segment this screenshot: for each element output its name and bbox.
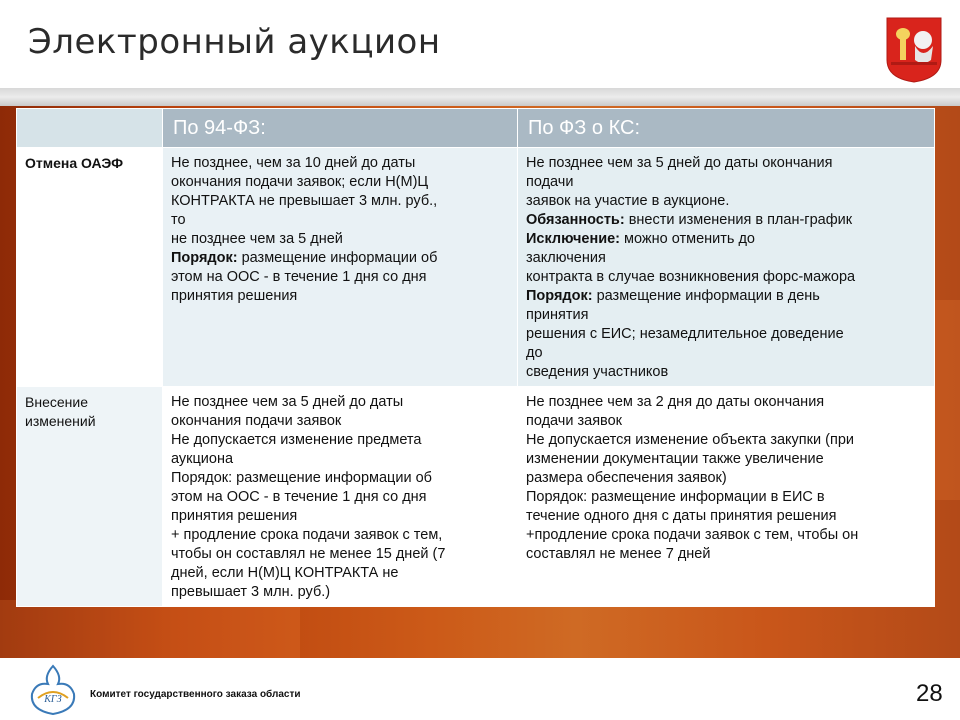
page-number: 28 <box>916 680 943 707</box>
cell-line: Порядок: размещение информации в ЕИС в <box>526 489 825 505</box>
cell-line: Порядок: размещение информации об <box>171 470 432 486</box>
cell-line: размера обеспечения заявок) <box>526 470 727 486</box>
cell-line: подачи заявок <box>526 413 622 429</box>
cell-line: контракта в случае возникновения форс-мажора <box>526 269 856 285</box>
cell-line: Не допускается изменение объекта закупки (при <box>526 432 854 448</box>
cell-line: заявок на участие в аукционе. <box>526 193 730 209</box>
cell-line: сведения участников <box>526 364 669 380</box>
cell-line: + продление срока подачи заявок с тем, <box>171 527 443 543</box>
header-94fz: По 94-ФЗ: <box>163 109 518 148</box>
cell-line: Порядок: размещение информации об <box>171 250 438 266</box>
band-top-strip <box>0 88 960 106</box>
cell-line: течение одного дня с даты принятия решения <box>526 508 837 524</box>
comparison-table <box>16 108 934 604</box>
table-row <box>17 148 935 387</box>
cell-line: дней, если Н(М)Ц КОНТРАКТА не <box>171 565 399 581</box>
cell-line: Исключение: можно отменить до <box>526 231 755 247</box>
cell-line: Не позднее, чем за 10 дней до даты <box>171 155 416 171</box>
header-blank <box>17 109 163 148</box>
cell-line: не позднее чем за 5 дней <box>171 231 343 247</box>
header-fz-ks: По ФЗ о КС: <box>518 109 935 148</box>
cell-line: окончания подачи заявок; если Н(М)Ц <box>171 174 429 190</box>
cell-line: подачи <box>526 174 574 190</box>
cell-line: этом на ООС - в течение 1 дня со дня <box>171 269 427 285</box>
cell-line: превышает 3 млн. руб.) <box>171 584 331 600</box>
cell-line: заключения <box>526 250 606 266</box>
cell-line: решения с ЕИС; незамедлительное доведение <box>526 326 844 342</box>
cell-line: чтобы он составлял не менее 15 дней (7 <box>171 546 446 562</box>
cell-line: принятия <box>526 307 589 323</box>
cell-line-keyword: Порядок: <box>526 288 593 304</box>
table-row <box>17 387 935 607</box>
slide-title: Электронный аукцион <box>28 22 441 62</box>
cell-line: этом на ООС - в течение 1 дня со дня <box>171 489 427 505</box>
row-label: Отмена ОАЭФ <box>17 148 163 387</box>
cell-94fz <box>163 387 518 607</box>
cell-line: принятия решения <box>171 288 298 304</box>
decor-block <box>0 600 300 658</box>
cell-line-keyword: Исключение: <box>526 231 621 247</box>
cell-line: Не позднее чем за 5 дней до даты окончания <box>526 155 833 171</box>
cell-line: КОНТРАКТА не превышает 3 млн. руб., <box>171 193 438 209</box>
cell-line: Порядок: размещение информации в день <box>526 288 820 304</box>
cell-line: Не позднее чем за 5 дней до даты <box>171 394 404 410</box>
cell-line-keyword: Обязанность: <box>526 212 625 228</box>
cell-line: Не позднее чем за 2 дня до даты окончания <box>526 394 825 410</box>
cell-line: аукциона <box>171 451 234 467</box>
cell-line: составлял не менее 7 дней <box>526 546 711 562</box>
cell-94fz <box>163 148 518 387</box>
cell-line: до <box>526 345 543 361</box>
cell-line: принятия решения <box>171 508 298 524</box>
cell-line: Не допускается изменение предмета <box>171 432 422 448</box>
cell-line-keyword: Порядок: <box>171 250 238 266</box>
coat-of-arms-icon <box>885 16 943 84</box>
footer-text: Комитет государственного заказа области <box>90 689 301 700</box>
cell-line: то <box>171 212 186 228</box>
cell-line: +продление срока подачи заявок с тем, чтобы он <box>526 527 859 543</box>
cell-line: изменении документации также увеличение <box>526 451 824 467</box>
cell-line: окончания подачи заявок <box>171 413 342 429</box>
cell-fz-ks <box>518 148 935 387</box>
cell-fz-ks <box>518 387 935 607</box>
row-label: Внесение изменений <box>17 387 163 607</box>
committee-logo-icon <box>28 664 78 716</box>
table-header-row <box>17 109 935 148</box>
cell-line: Обязанность: внести изменения в план-график <box>526 212 853 228</box>
logo-text: КГЗ <box>44 694 62 705</box>
